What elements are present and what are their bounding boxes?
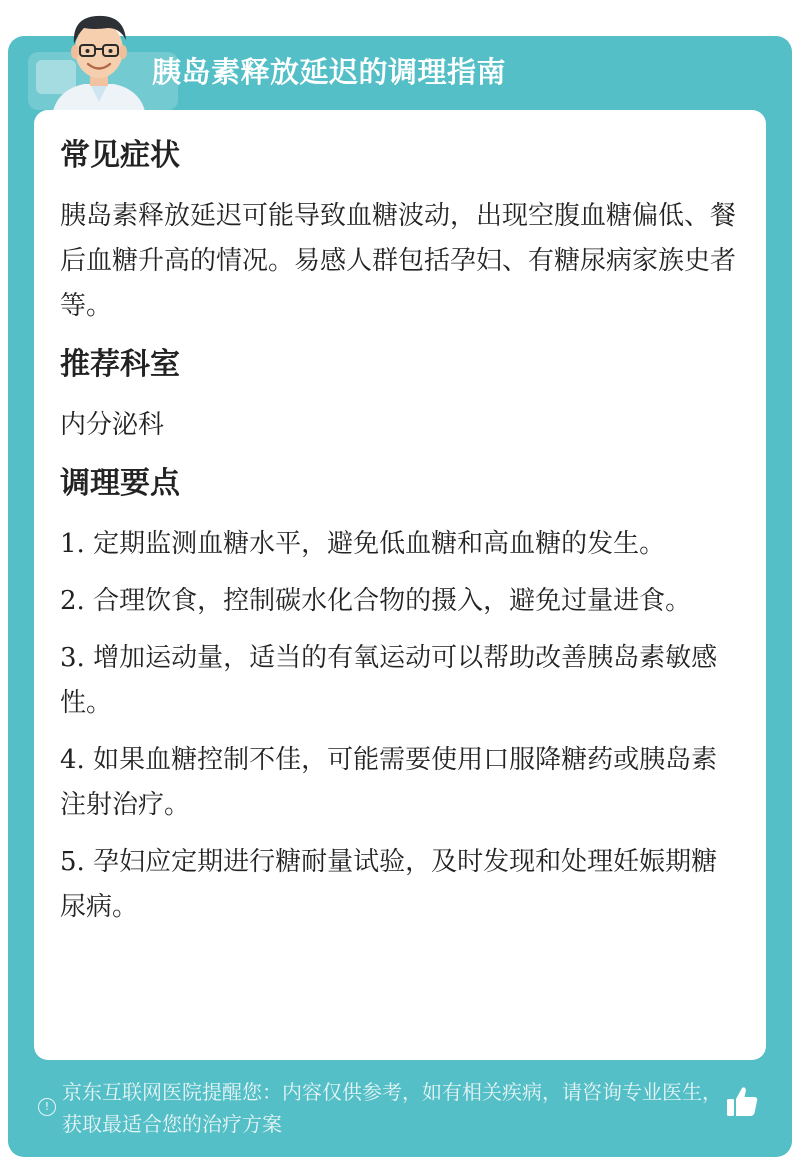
content-card	[34, 110, 766, 1060]
department-text: 内分泌科	[60, 410, 165, 440]
list-item	[60, 636, 740, 726]
list-item	[60, 579, 740, 624]
list-item-text: 孕妇应定期进行糖耐量试验，及时发现和处理妊娠期糖尿病。	[60, 847, 718, 922]
symptoms-text: 胰岛素释放延迟可能导致血糖波动，出现空腹血糖偏低、餐后血糖升高的情况。易感人群包括孕妇、有糖尿病家族史者等。	[60, 201, 737, 321]
info-icon: !	[38, 1098, 56, 1116]
list-item	[60, 738, 740, 828]
list-item	[60, 522, 740, 567]
list-item-number: 2.	[60, 586, 85, 616]
doctor-avatar	[44, 6, 154, 116]
section-title-tips: 调理要点	[60, 466, 180, 501]
section-title-symptoms: 常见症状	[60, 138, 180, 173]
list-item-number: 1.	[60, 529, 85, 559]
disclaimer-text: 京东互联网医院提醒您：内容仅供参考，如有相关疾病，请咨询专业医生，获取最适合您的治疗方案	[62, 1080, 722, 1136]
section-title-department: 推荐科室	[60, 347, 180, 382]
list-item-number: 3.	[60, 643, 85, 673]
list-item	[60, 840, 740, 930]
list-item-text: 定期监测血糖水平，避免低血糖和高血糖的发生。	[93, 529, 666, 559]
list-item-number: 5.	[60, 847, 85, 877]
list-item-text: 增加运动量，适当的有氧运动可以帮助改善胰岛素敏感性。	[60, 643, 718, 718]
list-item-text: 如果血糖控制不佳，可能需要使用口服降糖药或胰岛素注射治疗。	[60, 745, 718, 820]
page-title: 胰岛素释放延迟的调理指南	[152, 55, 507, 89]
list-item-number: 4.	[60, 745, 85, 775]
list-item-text: 合理饮食，控制碳水化合物的摄入，避免过量进食。	[93, 586, 692, 616]
thumbs-up-icon[interactable]	[722, 1082, 762, 1122]
